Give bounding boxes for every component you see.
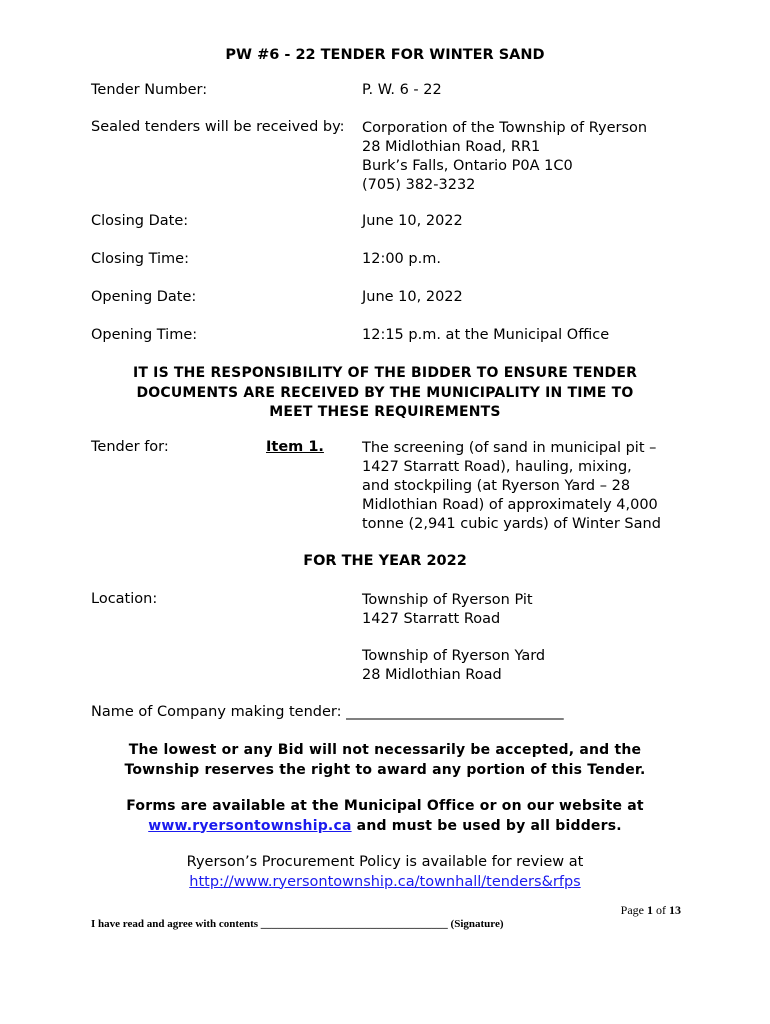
notice-line: DOCUMENTS ARE RECEIVED BY THE MUNICIPALITY IN TIME TO <box>136 384 634 401</box>
closing-time-label: Closing Time: <box>91 251 189 267</box>
procurement-policy <box>0 853 770 892</box>
responsibility-notice <box>0 364 770 423</box>
notice-line: The lowest or any Bid will not necessarily be accepted, and the <box>128 742 642 758</box>
description-line: and stockpiling (at Ryerson Yard – 28 <box>362 478 631 494</box>
closing-time-value: 12:00 p.m. <box>362 251 441 267</box>
address-line: Corporation of the Township of Ryerson <box>362 120 648 136</box>
location-line: 1427 Starratt Road <box>362 611 501 627</box>
page-prefix: Page <box>620 903 647 917</box>
tender-description <box>362 439 661 534</box>
agreement-signature-line: I have read and agree with contents __________________________________ (Signature) <box>91 918 504 930</box>
opening-time-label: Opening Time: <box>91 327 198 343</box>
closing-date-value: June 10, 2022 <box>362 213 463 229</box>
tender-number-value: P. W. 6 - 22 <box>362 82 442 98</box>
location-line: 28 Midlothian Road <box>362 667 502 683</box>
address-line: Burk’s Falls, Ontario P0A 1C0 <box>362 158 573 174</box>
forms-line-rest: and must be used by all bidders. <box>351 817 622 834</box>
description-line: 1427 Starratt Road), hauling, mixing, <box>362 459 632 475</box>
forms-line: Forms are available at the Municipal Office or on our website at <box>126 798 644 814</box>
page-total: 13 <box>669 903 681 917</box>
document-title: PW #6 - 22 TENDER FOR WINTER SAND <box>225 47 545 63</box>
tender-item-number: Item 1. <box>266 439 324 455</box>
tender-number-label: Tender Number: <box>91 82 208 98</box>
description-line: tonne (2,941 cubic yards) of Winter Sand <box>362 516 661 532</box>
notice-line: MEET THESE REQUIREMENTS <box>269 404 501 420</box>
notice-line: Township reserves the right to award any portion of this Tender. <box>124 761 646 778</box>
year-heading: FOR THE YEAR 2022 <box>303 553 467 569</box>
forms-line-2 <box>0 817 770 837</box>
location-label: Location: <box>91 591 158 607</box>
forms-notice <box>0 797 770 836</box>
opening-time-value: 12:15 p.m. at the Municipal Office <box>362 327 610 343</box>
description-line: Midlothian Road) of approximately 4,000 <box>362 497 658 513</box>
opening-date-label: Opening Date: <box>91 289 197 305</box>
lowest-bid-notice <box>0 741 770 780</box>
sealed-by-address <box>362 119 647 195</box>
notice-line: IT IS THE RESPONSIBILITY OF THE BIDDER TO ENSURE TENDER <box>132 365 638 381</box>
address-line: (705) 382-3232 <box>362 177 476 193</box>
location-yard <box>362 647 545 685</box>
page-number <box>621 903 681 918</box>
location-line: Township of Ryerson Pit <box>362 592 533 608</box>
sealed-by-label: Sealed tenders will be received by: <box>91 119 345 135</box>
page-current: 1 <box>647 903 653 917</box>
tender-for-label: Tender for: <box>91 439 169 455</box>
company-name-line: Name of Company making tender: ______________________________ <box>91 704 564 720</box>
tenders-link[interactable]: http://www.ryersontownship.ca/townhall/tenders&rfps <box>189 873 581 890</box>
address-line: 28 Midlothian Road, RR1 <box>362 139 541 155</box>
website-link[interactable]: www.ryersontownship.ca <box>148 817 352 834</box>
opening-date-value: June 10, 2022 <box>362 289 463 305</box>
page-of: of <box>653 903 669 917</box>
description-line: The screening (of sand in municipal pit – <box>362 440 657 456</box>
procurement-text: Ryerson’s Procurement Policy is available for review at <box>186 854 584 870</box>
closing-date-label: Closing Date: <box>91 213 189 229</box>
location-pit <box>362 591 533 629</box>
location-line: Township of Ryerson Yard <box>362 648 546 664</box>
